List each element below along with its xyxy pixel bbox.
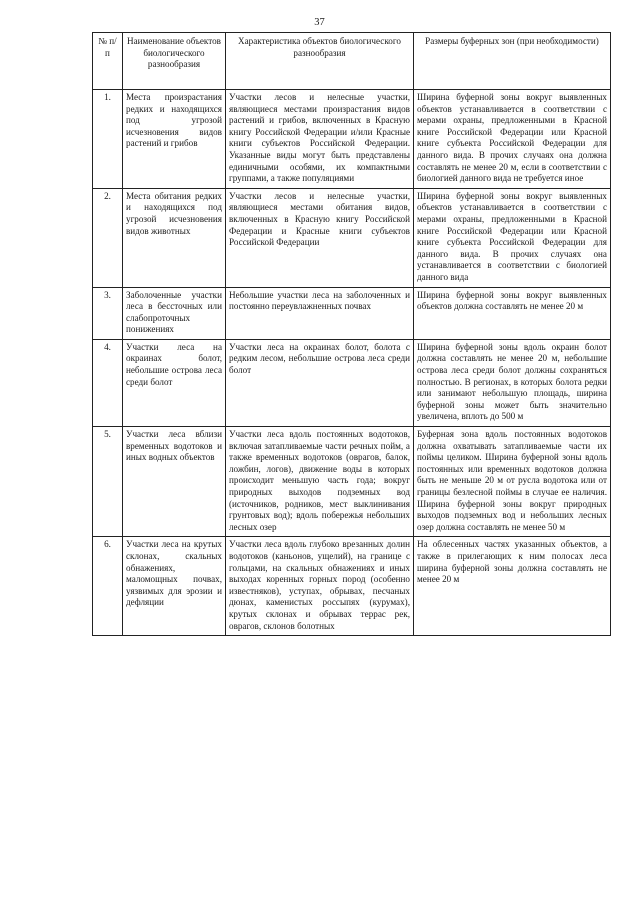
row-characteristics: Небольшие участки леса на заболоченных и постоянно переувлажненных почвах (226, 287, 414, 339)
row-name: Места произрастания редких и находящихся под угрозой исчезновения видов растений и грибов (123, 90, 226, 189)
row-buffer: Ширина буферной зоны вокруг выявленных объектов должна составлять не менее 20 м (414, 287, 611, 339)
row-buffer: На облесенных частях указанных объектов, а также в прилегающих к ним полосах леса ширина буферной зоны должна составлять не менее 20 м (414, 537, 611, 636)
header-characteristics: Характеристика объектов биологического разнообразия (226, 33, 414, 90)
row-buffer: Ширина буферной зоны вокруг выявленных объектов устанавливается в соответствии с мерами охраны, предложенными в Красной книге Российской Федерации или Красной книге субъекта Российской Федерации для данного вида. В прочих случаях она устанавливается в соответствии с биологией данного вида (414, 188, 611, 287)
table-row (93, 537, 611, 636)
header-name: Наименование объектов биологического разнообразия (123, 33, 226, 90)
row-characteristics: Участки лесов и нелесные участки, являющиеся местами произрастания видов растений и грибов, включенных в Красную книгу Российской Федерации и/или Красные книги субъектов Российской Федерации. Указанные виды могут быть представлены единичными особями, их компактными группами, а также популяциями (226, 90, 414, 189)
row-num: 2. (93, 188, 123, 287)
row-num: 1. (93, 90, 123, 189)
table-row (93, 427, 611, 537)
row-buffer: Ширина буферной зоны вокруг выявленных объектов устанавливается в соответствии с мерами охраны, предложенными в Красной книге Российской Федерации или Красной книге субъекта Российской Федерации для данного вида. В прочих случаях она должна составлять не менее 20 м, если в соответствии с биологией данного вида не требуется иное (414, 90, 611, 189)
row-buffer: Буферная зона вдоль постоянных водотоков должна охватывать затапливаемые части их поймы целиком. Ширина буферной зоны вдоль постоянных или временных водотоков должна быть не меньше 20 м от русла водотока или от границы безлесной поймы в случае ее наличия. Ширина буферной зоны вокруг природных выходов подземных вод и небольших лесных озер должна составлять не менее 50 м (414, 427, 611, 537)
table-row (93, 339, 611, 426)
buffer-zones-table (92, 32, 611, 636)
row-name: Участки леса вблизи временных водотоков и иных водных объектов (123, 427, 226, 537)
row-name: Места обитания редких и находящихся под угрозой исчезновения видов животных (123, 188, 226, 287)
row-buffer: Ширина буферной зоны вдоль окраин болот должна составлять не менее 20 м, небольшие острова леса среди болот должны сохраняться полностью. В регионах, в которых болота редки или занимают небольшую площадь, ширина буферной зоны может быть значительно увеличена, вплоть до 500 м (414, 339, 611, 426)
row-characteristics: Участки леса на окраинах болот, болота с редким лесом, небольшие острова леса среди болот (226, 339, 414, 426)
header-buffer: Размеры буферных зон (при необходимости) (414, 33, 611, 90)
row-name: Заболоченные участки леса в бессточных или слабопроточных понижениях (123, 287, 226, 339)
row-characteristics: Участки леса вдоль глубоко врезанных долин водотоков (каньонов, ущелий), на границе с гольцами, на скальных обнажениях и иных выходах коренных горных пород (особенно известняков), уступах, обрывах, песчаных дюнах, каменистых россыпях (курумах), крутых склонах и обрывах террас рек, оврагов, склонов болотных (226, 537, 414, 636)
row-name: Участки леса на крутых склонах, скальных обнажениях, маломощных почвах, уязвимых для эрозии и дефляции (123, 537, 226, 636)
row-characteristics: Участки лесов и нелесные участки, являющиеся местами обитания видов, включенных в Красную книгу Российской Федерации и Красные книги субъектов Российской Федерации (226, 188, 414, 287)
table-row (93, 287, 611, 339)
page-number: 37 (314, 17, 325, 28)
table-row (93, 90, 611, 189)
row-num: 6. (93, 537, 123, 636)
table-row (93, 188, 611, 287)
table-header-row (93, 33, 611, 90)
row-num: 4. (93, 339, 123, 426)
row-characteristics: Участки леса вдоль постоянных водотоков, включая затапливаемые части речных пойм, а также временных водотоков (оврагов, балок, ложбин, логов), движение воды в которых происходит меньшую часть года; вокруг природных выходов подземных вод (источников, родников, мест выклинивания грунтовых вод); вдоль побережья небольших лесных озер (226, 427, 414, 537)
row-num: 3. (93, 287, 123, 339)
row-name: Участки леса на окраинах болот, небольшие острова леса среди болот (123, 339, 226, 426)
header-num: № п/п (93, 33, 123, 90)
row-num: 5. (93, 427, 123, 537)
